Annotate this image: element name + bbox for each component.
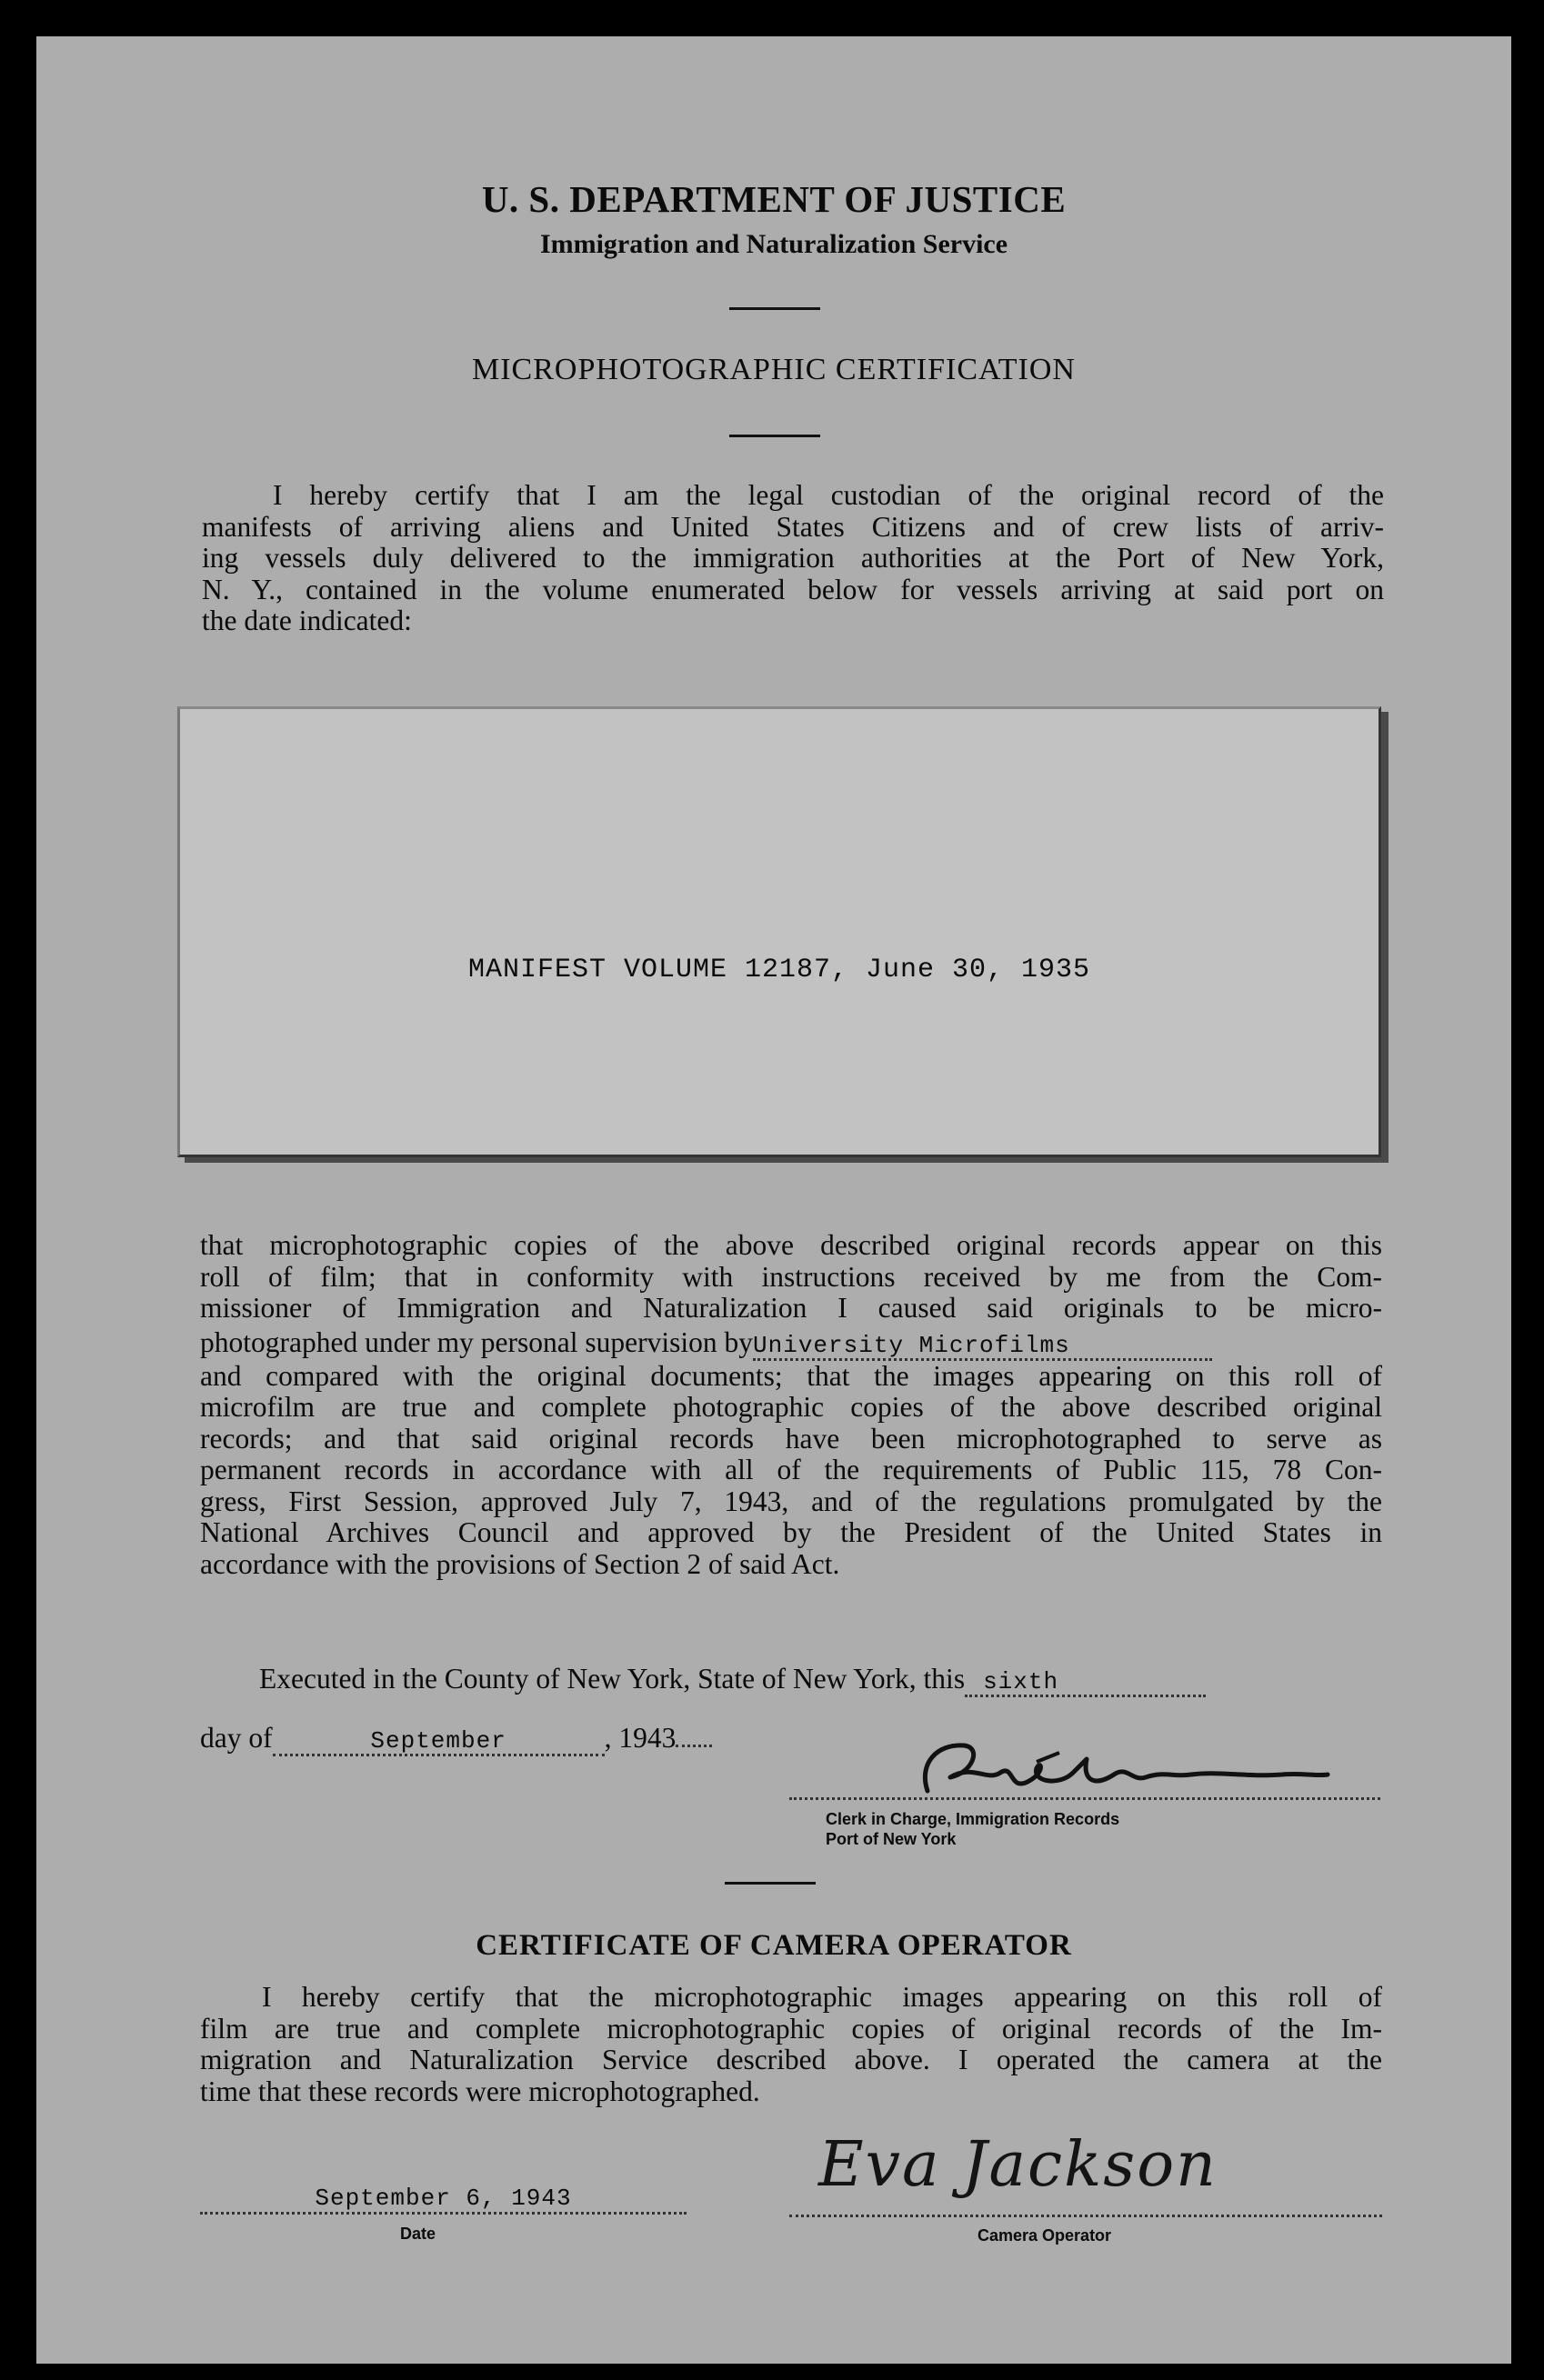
executed-line bbox=[259, 1664, 1387, 1697]
volume-box bbox=[177, 706, 1381, 1157]
body-line: microfilm are true and complete photographic copies of the above described original bbox=[200, 1391, 1382, 1423]
camera-certificate-title: CERTIFICATE OF CAMERA OPERATOR bbox=[476, 1929, 1072, 1962]
intro-line: ing vessels duly delivered to the immigration authorities at the Port of New York, bbox=[202, 542, 1384, 574]
intro-line: I hereby certify that I am the legal custodian of the original record of the bbox=[273, 479, 1384, 511]
body-line: and compared with the original documents; that the images appearing on this roll of bbox=[200, 1359, 1382, 1392]
camera-line: time that these records were microphotographed. bbox=[200, 2075, 760, 2107]
clerk-signature bbox=[900, 1727, 1337, 1818]
body-line: gress, First Session, approved July 7, 1943, and of the regulations promulgated by the bbox=[200, 1485, 1382, 1517]
body-line: accordance with the provisions of Section 2 of said Act. bbox=[200, 1547, 840, 1580]
service-subheading: Immigration and Naturalization Service bbox=[539, 229, 1008, 259]
form-title: MICROPHOTOGRAPHIC CERTIFICATION bbox=[471, 353, 1076, 386]
body-line: National Archives Council and approved by the President of the United States in bbox=[200, 1516, 1382, 1548]
divider bbox=[729, 435, 820, 437]
intro-line: the date indicated: bbox=[202, 605, 412, 636]
camera-line: migration and Naturalization Service described above. I operated the camera at the bbox=[200, 2044, 1382, 2075]
certificate-page bbox=[36, 36, 1511, 2364]
executed-prefix: Executed in the County of New York, State of New York, this bbox=[259, 1663, 966, 1695]
clerk-location: Port of New York bbox=[826, 1830, 957, 1848]
department-heading: U. S. DEPARTMENT OF JUSTICE bbox=[481, 178, 1067, 220]
date-value: September 6, 1943 bbox=[315, 2185, 572, 2212]
intro-line: N. Y., contained in the volume enumerated below for vessels arriving at said port on bbox=[202, 573, 1384, 605]
photographer-value: University Microfilms bbox=[753, 1331, 1070, 1359]
intro-paragraph bbox=[202, 480, 1384, 637]
day-of-line bbox=[200, 1723, 927, 1756]
intro-line: manifests of arriving aliens and United States Citizens and of crew lists of arriv- bbox=[202, 510, 1384, 543]
operator-signature-line bbox=[789, 2215, 1382, 2217]
camera-line: film are true and complete microphotographic copies of original records of the Im- bbox=[200, 2012, 1382, 2045]
divider bbox=[725, 1882, 816, 1885]
date-line bbox=[200, 2185, 687, 2215]
date-label: Date bbox=[400, 2225, 436, 2243]
clerk-title: Clerk in Charge, Immigration Records bbox=[826, 1810, 1120, 1828]
body-line: records; and that said original records have been microphotographed to serve as bbox=[200, 1422, 1382, 1455]
camera-paragraph bbox=[200, 1982, 1382, 2107]
day-value: sixth bbox=[983, 1668, 1059, 1695]
operator-signature: Eva Jackson bbox=[818, 2129, 1218, 2201]
certification-paragraph bbox=[200, 1230, 1382, 1580]
month-value: September bbox=[370, 1727, 506, 1755]
year-value: , 1943 bbox=[604, 1722, 677, 1754]
photographed-by-line bbox=[200, 1325, 1382, 1361]
body-line: that microphotographic copies of the above described original records appear on this bbox=[200, 1229, 1382, 1261]
body-line: missioner of Immigration and Naturalization I caused said originals to be micro- bbox=[200, 1292, 1382, 1324]
volume-text: MANIFEST VOLUME 12187, June 30, 1935 bbox=[467, 955, 1091, 985]
camera-line: I hereby certify that the microphotographic images appearing on this roll of bbox=[262, 1981, 1382, 2013]
body-line: roll of film; that in conformity with instructions received by me from the Com- bbox=[200, 1260, 1382, 1293]
clerk-title-block bbox=[826, 1809, 1119, 1849]
body-line: permanent records in accordance with all of the requirements of Public 115, 78 Con- bbox=[200, 1454, 1382, 1485]
photographed-by-prefix: photographed under my personal supervision by bbox=[200, 1325, 754, 1358]
divider bbox=[729, 307, 820, 310]
day-of-label: day of bbox=[200, 1722, 273, 1754]
operator-label: Camera Operator bbox=[978, 2226, 1112, 2245]
